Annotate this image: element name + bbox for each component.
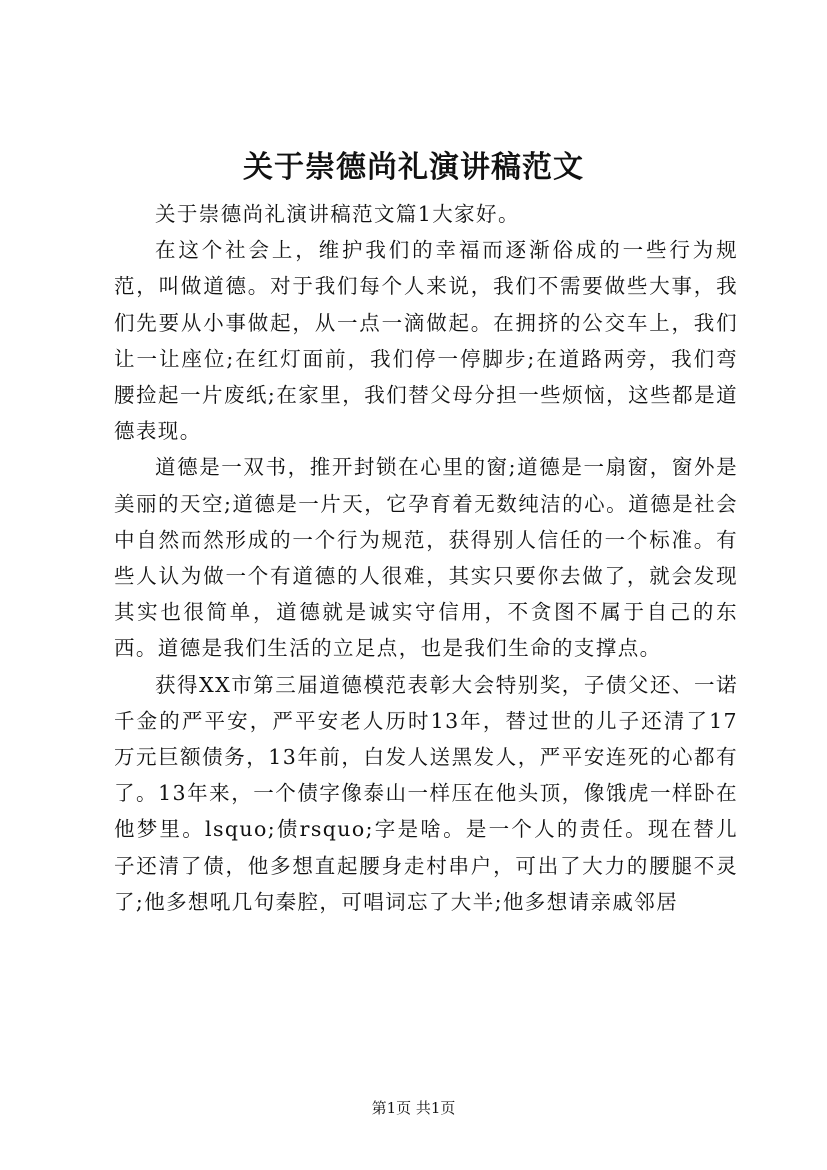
document-title: 关于崇德尚礼演讲稿范文 xyxy=(243,150,584,185)
paragraph-model-story: 获得XX市第三届道德模范表彰大会特别奖，子债父还、一诺千金的严平安，严平安老人历时13年，替过世的儿子还清了17万元巨额债务，13年前，白发人送黑发人，严平安连死的心都有了。13年来，一个债字像泰山一样压在他头顶，像饿虎一样卧在他梦里。lsquo;债rsquo;字是啥。是一个人的责任。现在替儿子还清了债，他多想直起腰身走村串户，可出了大力的腰腿不灵了;他多想吼几句秦腔，可唱词忘了大半;他多想请亲戚邻居 xyxy=(114,672,738,914)
paragraph-morality-definition: 在这个社会上，维护我们的幸福而逐渐俗成的一些行为规范，叫做道德。对于我们每个人来说，我们不需要做些大事，我们先要从小事做起，从一点一滴做起。在拥挤的公交车上，我们让一让座位;在红灯面前，我们停一停脚步;在道路两旁，我们弯腰捡起一片废纸;在家里，我们替父母分担一些烦恼，这些都是道德表现。 xyxy=(114,238,738,444)
page-number-footer: 第1页 共1页 xyxy=(371,1099,456,1117)
document-body xyxy=(114,196,738,920)
paragraph-greeting: 关于崇德尚礼演讲稿范文篇1大家好。 xyxy=(155,202,520,226)
paragraph-morality-metaphor: 道德是一双书，推开封锁在心里的窗;道德是一扇窗，窗外是美丽的天空;道德是一片天，它孕育着无数纯洁的心。道德是社会中自然而然形成的一个行为规范，获得别人信任的一个标准。有些人认为做一个有道德的人很难，其实只要你去做了，就会发现其实也很简单，道德就是诚实守信用，不贪图不属于自己的东西。道德是我们生活的立足点，也是我们生命的支撑点。 xyxy=(114,455,738,661)
